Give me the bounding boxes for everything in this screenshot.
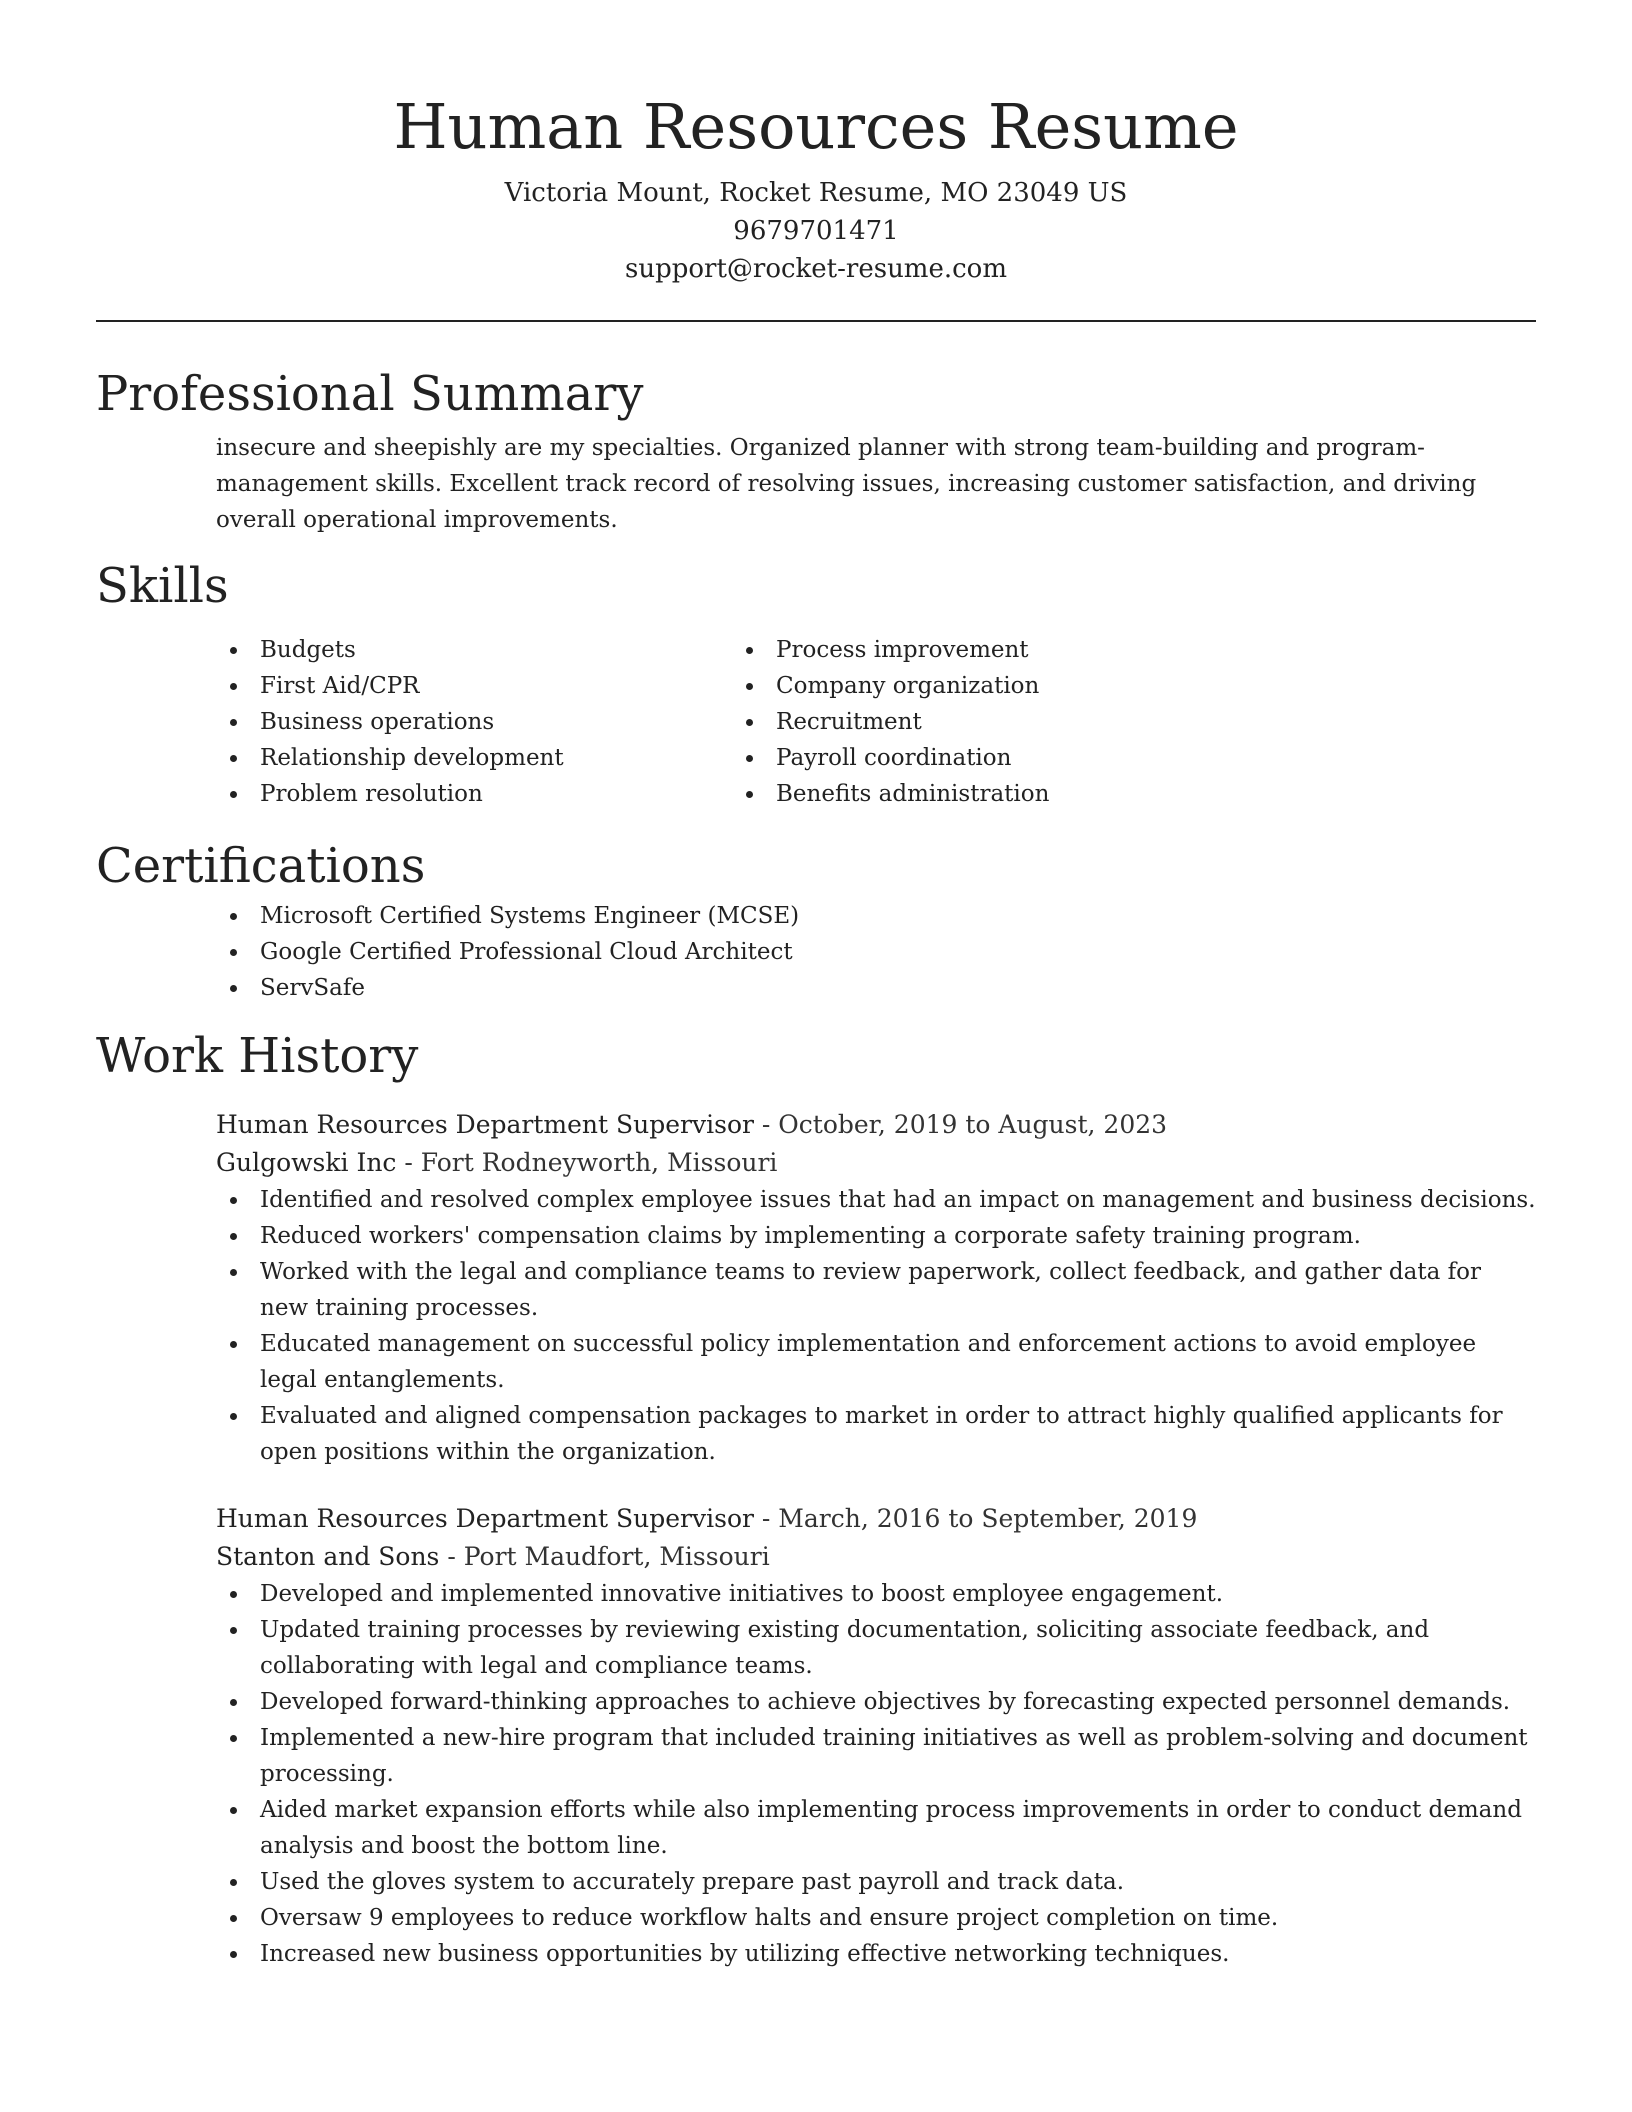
summary-heading: Professional Summary (96, 366, 644, 422)
work-history-section (96, 1024, 1536, 1972)
job-bullets (96, 1182, 1536, 1470)
job-company-line (216, 1538, 1536, 1576)
job-bullet: Evaluated and aligned compensation packages to market in order to attract highly qualified applicants for open positions within the organization. (260, 1398, 1536, 1470)
summary-section (96, 362, 1536, 538)
skill-item: First Aid/CPR (260, 668, 746, 704)
skill-item: Recruitment (776, 704, 1346, 740)
job-bullet: Increased new business opportunities by utilizing effective networking techniques. (260, 1936, 1536, 1972)
skills-list-left (96, 632, 746, 812)
job-bullet: Used the gloves system to accurately prepare past payroll and track data. (260, 1864, 1536, 1900)
job-bullet: Reduced workers' compensation claims by implementing a corporate safety training program. (260, 1218, 1536, 1254)
job-bullet: Developed forward-thinking approaches to achieve objectives by forecasting expected personnel demands. (260, 1684, 1536, 1720)
job-dates: - October, 2019 to August, 2023 (753, 1110, 1168, 1139)
skill-item: Problem resolution (260, 776, 746, 812)
job-role: Human Resources Department Supervisor (216, 1110, 754, 1139)
resume-title: Human Resources Resume (393, 90, 1239, 163)
job-location: - Port Maudfort, Missouri (439, 1542, 770, 1571)
job-entry (96, 1500, 1536, 1972)
job-company: Stanton and Sons (216, 1542, 440, 1571)
job-title-line (216, 1106, 1536, 1144)
skills-column-right (746, 632, 1346, 812)
job-bullet: Identified and resolved complex employee issues that had an impact on management and business decisions. (260, 1182, 1536, 1218)
job-role: Human Resources Department Supervisor (216, 1504, 754, 1533)
job-dates: - March, 2016 to September, 2019 (753, 1504, 1198, 1533)
job-bullets (96, 1576, 1536, 1972)
skills-heading: Skills (96, 558, 229, 614)
job-bullet: Aided market expansion efforts while also implementing process improvements in order to conduct demand analysis and boost the bottom line. (260, 1792, 1536, 1864)
work-history-heading: Work History (96, 1028, 419, 1084)
contact-address: Victoria Mount, Rocket Resume, MO 23049 US (504, 178, 1128, 208)
certifications-heading: Certifications (96, 838, 426, 894)
job-bullet: Implemented a new-hire program that included training initiatives as well as problem-solving and document processing. (260, 1720, 1536, 1792)
contact-email: support@rocket-resume.com (624, 254, 1007, 284)
job-title-line (216, 1500, 1536, 1538)
job-bullet: Developed and implemented innovative initiatives to boost employee engagement. (260, 1576, 1536, 1612)
skill-item: Budgets (260, 632, 746, 668)
job-entry (96, 1106, 1536, 1470)
skills-list-right (746, 632, 1346, 812)
skills-section (96, 554, 1536, 812)
header-divider (96, 320, 1536, 322)
skill-item: Company organization (776, 668, 1346, 704)
certifications-list (96, 898, 1536, 1006)
resume-header (96, 0, 1536, 288)
skill-item: Payroll coordination (776, 740, 1346, 776)
job-bullet: Worked with the legal and compliance teams to review paperwork, collect feedback, and gather data for new training processes. (260, 1254, 1536, 1326)
job-bullet: Educated management on successful policy implementation and enforcement actions to avoid employee legal entanglements. (260, 1326, 1536, 1398)
certifications-section (96, 834, 1536, 1006)
certification-item: ServSafe (260, 970, 1536, 1006)
job-bullet: Updated training processes by reviewing existing documentation, soliciting associate feedback, and collaborating with legal and compliance teams. (260, 1612, 1536, 1684)
skill-item: Benefits administration (776, 776, 1346, 812)
certification-item: Microsoft Certified Systems Engineer (MCSE) (260, 898, 1536, 934)
skill-item: Process improvement (776, 632, 1346, 668)
summary-text: insecure and sheepishly are my specialties. Organized planner with strong team-building and program-management skills. Excellent track record of resolving issues, increasing customer satisfaction, and driving overall operational improvements. (216, 435, 1477, 533)
skill-item: Business operations (260, 704, 746, 740)
certification-item: Google Certified Professional Cloud Architect (260, 934, 1536, 970)
job-location: - Fort Rodneyworth, Missouri (396, 1148, 778, 1177)
skills-grid (96, 632, 1536, 812)
job-bullet: Oversaw 9 employees to reduce workflow halts and ensure project completion on time. (260, 1900, 1536, 1936)
contact-block (96, 174, 1536, 288)
skill-item: Relationship development (260, 740, 746, 776)
skills-column-left (96, 632, 746, 812)
contact-phone: 9679701471 (733, 216, 899, 246)
job-company: Gulgowski Inc (216, 1148, 397, 1177)
job-company-line (216, 1144, 1536, 1182)
